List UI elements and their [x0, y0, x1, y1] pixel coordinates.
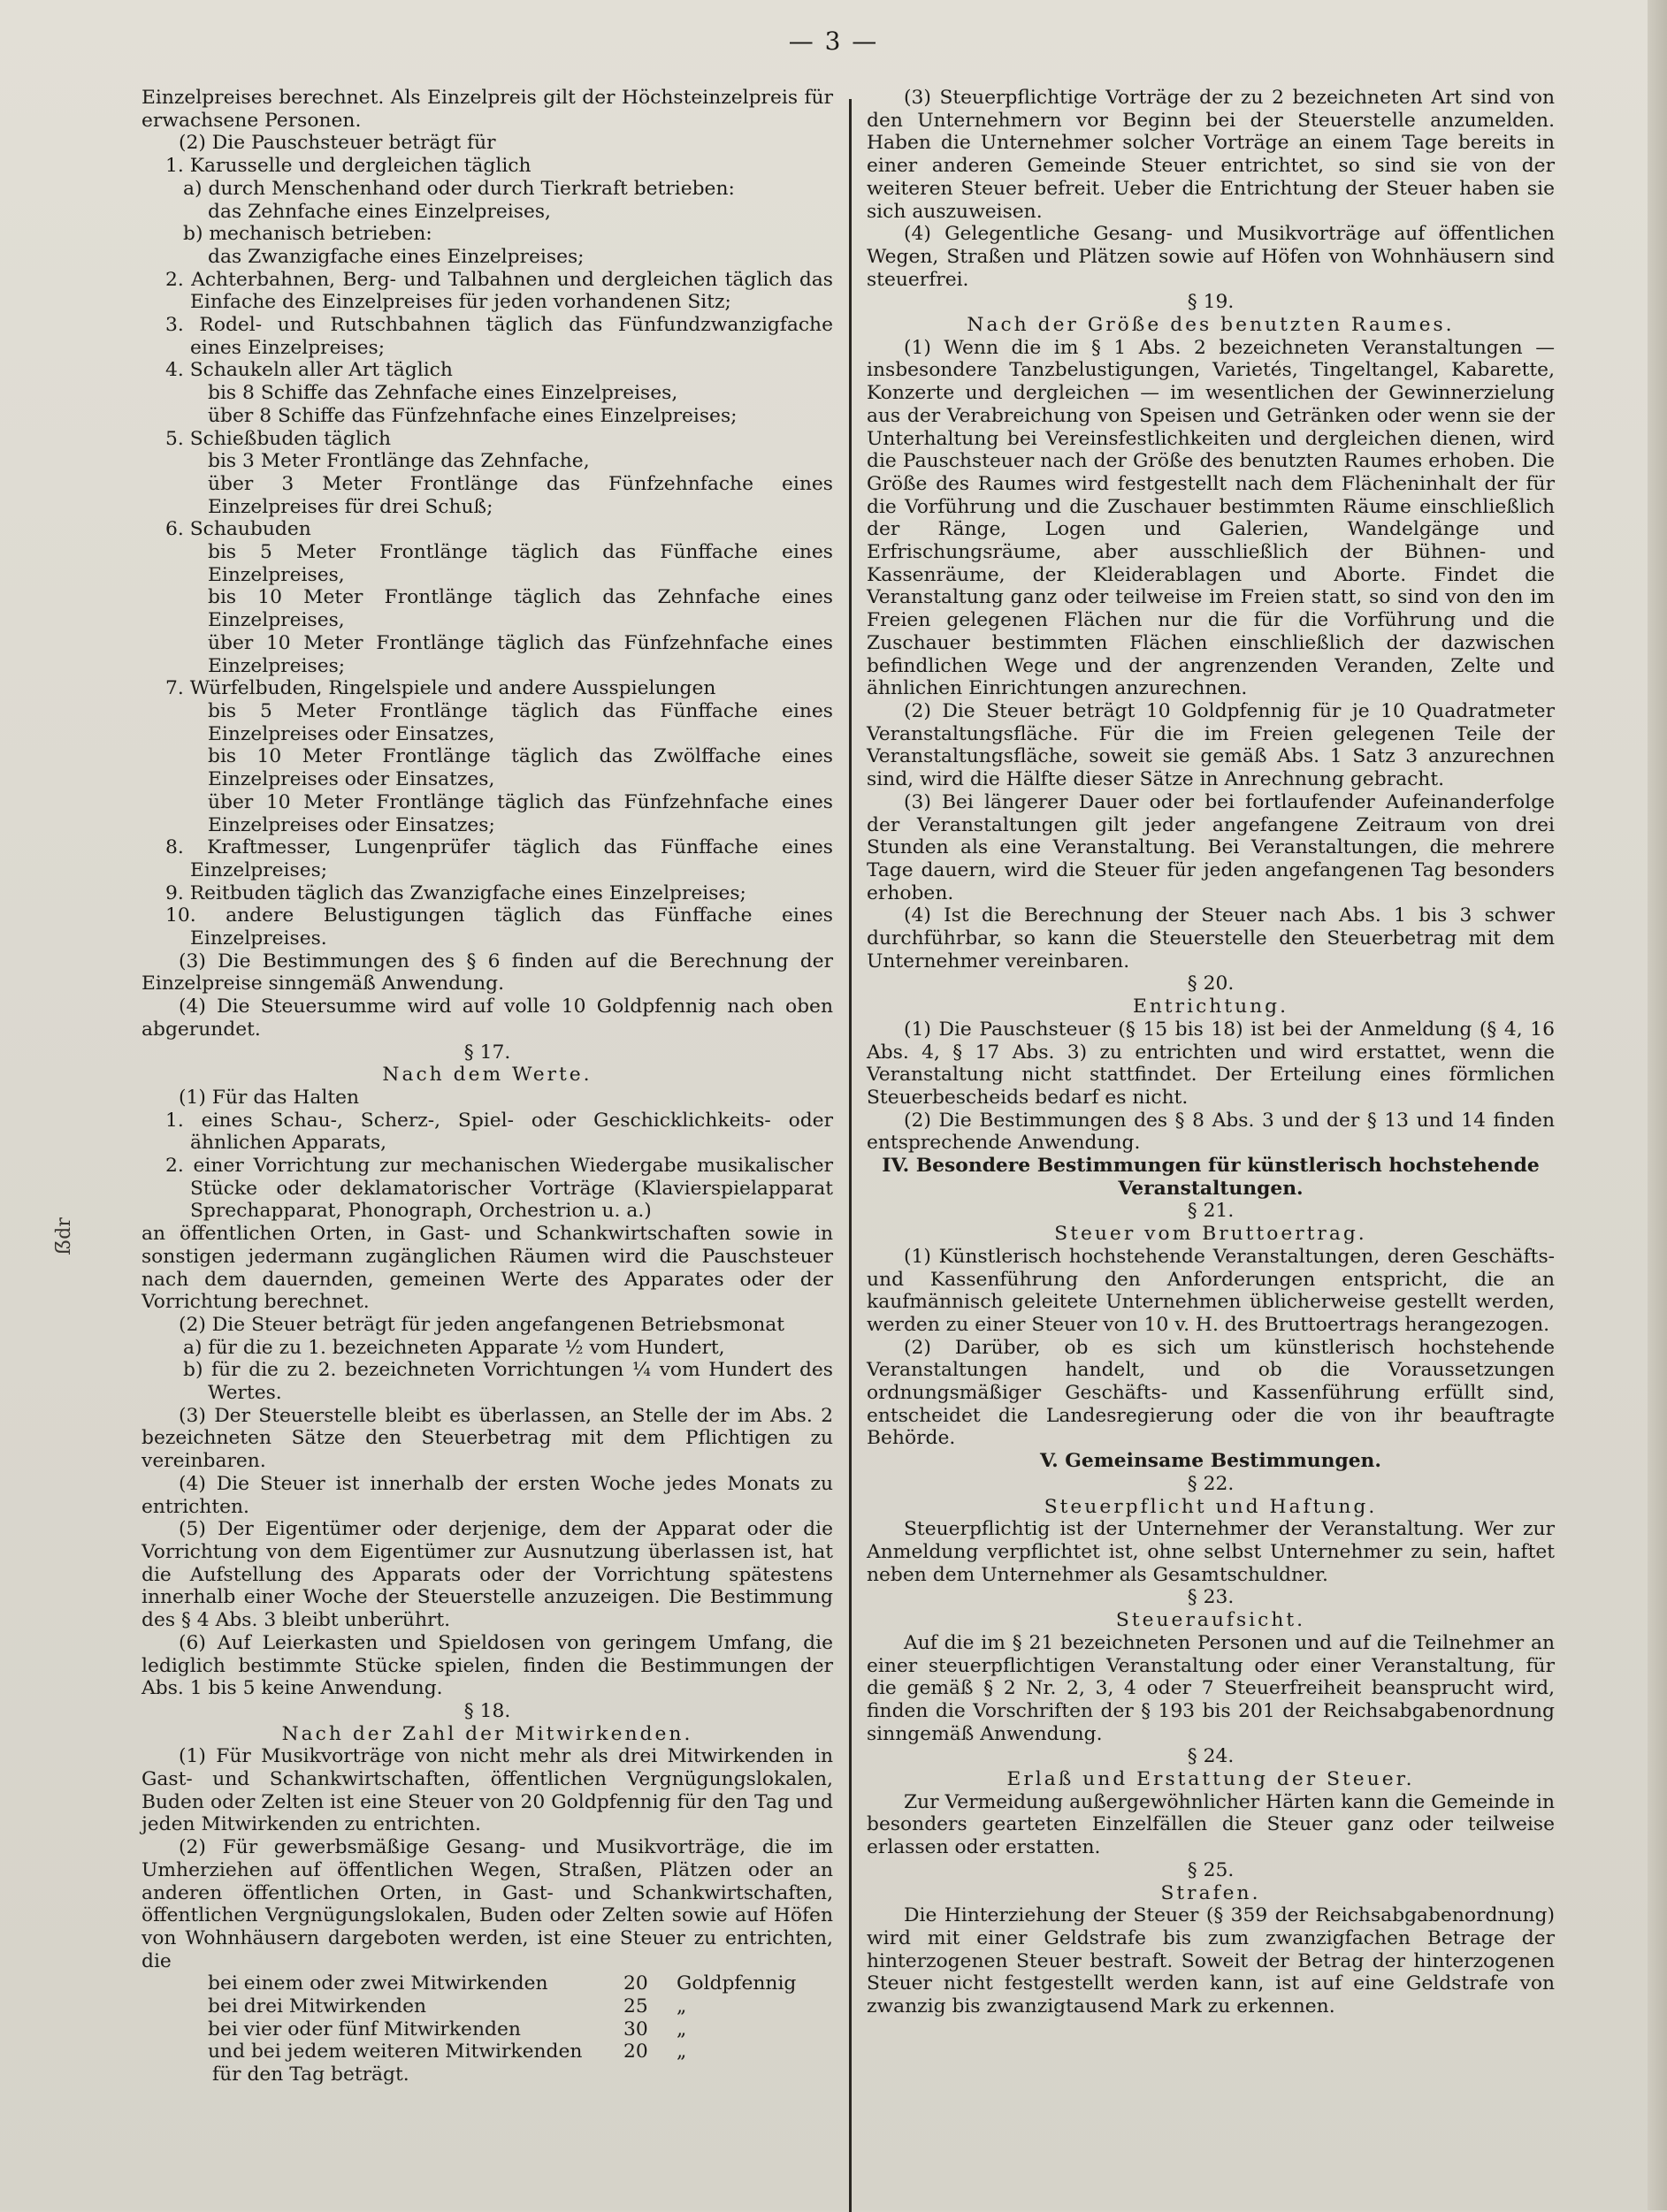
list-item: über 10 Meter Frontlänge täglich das Fünfzehnfache eines Einzelpreises;: [208, 631, 833, 677]
table-cell: 20: [623, 1972, 648, 1995]
section-number: § 19.: [1187, 291, 1235, 314]
list-item: 8. Kraftmesser, Lungenprüfer täglich das Fünffache eines Einzelpreises;: [165, 836, 833, 881]
section-number: § 24.: [1187, 1745, 1235, 1768]
section-number: § 22.: [1187, 1472, 1235, 1495]
column-divider: [849, 99, 852, 2212]
section-number: § 20.: [1187, 973, 1235, 995]
table-cell: 25: [623, 1995, 648, 2018]
list-item: bis 3 Meter Frontlänge das Zehnfache,: [208, 450, 590, 473]
paragraph: (2) Die Pauschsteuer beträgt für: [179, 132, 496, 155]
list-item: über 10 Meter Frontlänge täglich das Fünfzehnfache eines Einzelpreises oder Einsatzes;: [208, 790, 833, 836]
paragraph: Einzelpreises berechnet. Als Einzelpreis gilt der Höchsteinzelpreis für erwachsene Personen.: [141, 87, 833, 132]
list-item: b) mechanisch betrieben:: [183, 223, 432, 246]
section-title: Steuerpflicht und Haftung.: [1044, 1495, 1378, 1518]
section-number: § 18.: [463, 1699, 511, 1722]
paragraph: Die Hinterziehung der Steuer (§ 359 der Reichsabgabenordnung) wird mit einer Geldstrafe bis zum zwanzigfachen Betrage der hinterzogenen Steuer bestraft. Soweit der Betrag der hinterzogenen Steuer nicht festgestellt werden kann, ist auf eine Geldstrafe von zwanzig bis zwanzigtausend Mark zu erkennen.: [867, 1904, 1555, 2018]
paragraph: (2) Die Steuer beträgt 10 Goldpfennig für je 10 Quadratmeter Veranstaltungsfläche. Für die im Freien gelegenen Teile der Veranstaltungsfläche, soweit sie gemäß Abs. 1 Satz 3 anzurechnen sind, wird die Hälfte dieser Sätze in Anrechnung gebracht.: [867, 699, 1555, 791]
table-cell: „: [677, 2017, 687, 2040]
paragraph: (4) Gelegentliche Gesang- und Musikvorträge auf öffentlichen Wegen, Straßen und Plätzen sowie auf Höfen von Wohnhäusern sind steuerfrei.: [867, 223, 1555, 291]
paragraph: (3) Bei längerer Dauer oder bei fortlaufender Aufeinanderfolge der Veranstaltungen gilt jeder angefangene Zeitraum von drei Stunden als eine Veranstaltung. Bei Veranstaltungen, die mehrere Tage dauern, wird die Steuer für jeden angefangenen Tag besonders erhoben.: [867, 790, 1555, 904]
section-number: § 23.: [1187, 1586, 1235, 1609]
paragraph: (2) Darüber, ob es sich um künstlerisch hochstehende Veranstaltungen handelt, und ob die Voraussetzungen ordnungsmäßiger Geschäfts- und Kassenführung erfüllt sind, entscheidet die Landesregierung oder die von ihr beauftragte Behörde.: [867, 1336, 1555, 1450]
paragraph: (4) Die Steuersumme wird auf volle 10 Goldpfennig nach oben abgerundet.: [141, 995, 833, 1041]
chapter-heading: IV. Besondere Bestimmungen für künstlerisch hochstehende Veranstaltungen.: [882, 1155, 1540, 1200]
list-item: 4. Schaukeln aller Art täglich: [165, 359, 453, 382]
paragraph: (4) Ist die Berechnung der Steuer nach Abs. 1 bis 3 schwer durchführbar, so kann die Steuerstelle den Steuerbetrag mit dem Unternehmer vereinbaren.: [867, 904, 1555, 973]
paragraph: an öffentlichen Orten, in Gast- und Schankwirtschaften sowie in sonstigen jedermann zugänglichen Räumen wird die Pauschsteuer nach dem dauernden, gemeinen Werte des Apparates oder der Vorrichtung berechnet.: [141, 1223, 833, 1314]
list-item: 2. einer Vorrichtung zur mechanischen Wiedergabe musikalischer Stücke oder deklamatorischer Vorträge (Klavierspielapparat Sprechapparat, Phonograph, Orchestrion u. a.): [165, 1155, 833, 1223]
section-title: Entrichtung.: [1132, 995, 1289, 1018]
paragraph: (3) Steuerpflichtige Vorträge der zu 2 bezeichneten Art sind von den Unternehmern vor Beginn bei der Steuerstelle anzumelden. Haben die Unternehmer solcher Vorträge an einem Tage bereits in einer anderen Gemeinde Steuer entrichtet, so sind sie von der weiteren Steuer befreit. Ueber die Entrichtung der Steuer haben sie sich auszuweisen.: [867, 87, 1555, 223]
table-cell: Goldpfennig: [677, 1972, 797, 1995]
paragraph: (2) Die Steuer beträgt für jeden angefangenen Betriebsmonat: [179, 1313, 784, 1336]
paragraph: (4) Die Steuer ist innerhalb der ersten Woche jedes Monats zu entrichten.: [141, 1472, 833, 1518]
paragraph: (2) Die Bestimmungen des § 8 Abs. 3 und der § 13 und 14 finden entsprechende Anwendung.: [867, 1109, 1555, 1155]
list-item: 1. eines Schau-, Scherz-, Spiel- oder Geschicklichkeits- oder ähnlichen Apparats,: [165, 1109, 833, 1155]
list-item: 10. andere Belustigungen täglich das Fünffache eines Einzelpreises.: [165, 904, 833, 950]
chapter-heading: V. Gemeinsame Bestimmungen.: [1039, 1450, 1381, 1473]
margin-mark: ẞdr: [53, 1217, 75, 1255]
section-number: § 21.: [1187, 1200, 1235, 1223]
list-item: bis 5 Meter Frontlänge täglich das Fünffache eines Einzelpreises,: [208, 541, 833, 586]
list-item: b) für die zu 2. bezeichneten Vorrichtungen ¼ vom Hundert des Wertes.: [183, 1359, 833, 1405]
list-item: 6. Schaubuden: [165, 518, 311, 541]
list-item: über 3 Meter Frontlänge das Fünfzehnfache eines Einzelpreises für drei Schuß;: [208, 472, 833, 518]
list-item: über 8 Schiffe das Fünfzehnfache eines Einzelpreises;: [208, 404, 738, 427]
list-item: bis 10 Meter Frontlänge täglich das Zehnfache eines Einzelpreises,: [208, 586, 833, 632]
section-title: Nach der Größe des benutzten Raumes.: [967, 314, 1455, 337]
list-item: 9. Reitbuden täglich das Zwanzigfache eines Einzelpreises;: [165, 881, 746, 904]
section-number: § 25.: [1187, 1858, 1235, 1881]
paragraph: (2) Für gewerbsmäßige Gesang- und Musikvorträge, die im Umherziehen auf öffentlichen Wegen, Straßen, Plätzen oder an anderen öffentlichen Orten, in Gast- und Schankwirtschaften, öffentlichen Vergnügungslokalen, Buden oder Zelten sowie auf Höfen von Wohnhäusern dargeboten werden, ist eine Steuer zu entrichten, die: [141, 1836, 833, 1972]
page-edge: [1648, 0, 1667, 2210]
list-item: bis 8 Schiffe das Zehnfache eines Einzelpreises,: [208, 382, 678, 405]
paragraph: (1) Für Musikvorträge von nicht mehr als drei Mitwirkenden in Gast- und Schankwirtschaften, öffentlichen Vergnügungslokalen, Buden oder Zelten ist eine Steuer von 20 Goldpfennig für den Tag und jeden Mitwirkenden zu entrichten.: [141, 1745, 833, 1836]
paragraph: (3) Die Bestimmungen des § 6 finden auf die Berechnung der Einzelpreise sinngemäß Anwendung.: [141, 950, 833, 995]
table-cell: „: [677, 1995, 687, 2018]
list-item: bis 10 Meter Frontlänge täglich das Zwölffache eines Einzelpreises oder Einsatzes,: [208, 745, 833, 791]
list-item: bis 5 Meter Frontlänge täglich das Fünffache eines Einzelpreises oder Einsatzes,: [208, 699, 833, 745]
list-item: a) für die zu 1. bezeichneten Apparate ½ vom Hundert,: [183, 1336, 725, 1359]
section-title: Steueraufsicht.: [1115, 1609, 1306, 1632]
list-item: 7. Würfelbuden, Ringelspiele und andere Ausspielungen: [165, 677, 716, 700]
table-cell: 20: [623, 2040, 648, 2063]
section-title: Strafen.: [1160, 1881, 1261, 1904]
paragraph: (1) Die Pauschsteuer (§ 15 bis 18) ist bei der Anmeldung (§ 4, 16 Abs. 4, § 17 Abs. 3) zu entrichten und wird erstattet, wenn die Veranstaltung nicht stattfindet. Der Erteilung eines förmlichen Steuerbescheids bedarf es nicht.: [867, 1018, 1555, 1109]
section-title: Erlaß und Erstattung der Steuer.: [1006, 1768, 1415, 1791]
paragraph: (5) Der Eigentümer oder derjenige, dem der Apparat oder die Vorrichtung von dem Eigentümer zur Ausnutzung überlassen ist, hat die Aufstellung des Apparats oder der Vorrichtung spätestens innerhalb einer Woche der Steuerstelle anzuzeigen. Die Bestimmung des § 4 Abs. 3 bleibt unberührt.: [141, 1518, 833, 1632]
table-footer: für den Tag beträgt.: [212, 2063, 409, 2086]
paragraph: (3) Der Steuerstelle bleibt es überlassen, an Stelle der im Abs. 2 bezeichneten Sätze den Steuerbetrag mit dem Pflichtigen zu vereinbaren.: [141, 1404, 833, 1473]
list-item: 5. Schießbuden täglich: [165, 427, 392, 450]
list-item: a) durch Menschenhand oder durch Tierkraft betrieben:: [183, 177, 735, 200]
section-title: Steuer vom Bruttoertrag.: [1054, 1223, 1367, 1246]
table-cell: bei drei Mitwirkenden: [208, 1995, 427, 2018]
paragraph: (1) Künstlerisch hochstehende Veranstaltungen, deren Geschäfts- und Kassenführung den Anforderungen entspricht, die an kaufmännisch geleitete Unternehmen üblicherweise gestellt werden, werden zu einer Steuer von 10 v. H. des Bruttoertrags herangezogen.: [867, 1245, 1555, 1336]
table-cell: 30: [623, 2017, 648, 2040]
paragraph: Steuerpflichtig ist der Unternehmer der Veranstaltung. Wer zur Anmeldung verpflichtet ist, ohne selbst Unternehmer zu sein, haftet neben dem Unternehmer als Gesamtschuldner.: [867, 1518, 1555, 1586]
table-cell: „: [677, 2040, 687, 2063]
section-number: § 17.: [463, 1041, 511, 1064]
table-cell: bei vier oder fünf Mitwirkenden: [208, 2017, 521, 2040]
page-number: — 3 —: [788, 27, 879, 56]
section-title: Nach der Zahl der Mitwirkenden.: [281, 1722, 693, 1745]
table-cell: bei einem oder zwei Mitwirkenden: [208, 1972, 548, 1995]
list-item: 2. Achterbahnen, Berg- und Talbahnen und dergleichen täglich das Einfache des Einzelpreises für jeden vorhandenen Sitz;: [165, 268, 833, 314]
right-column: [867, 87, 1555, 2018]
paragraph: Zur Vermeidung außergewöhnlicher Härten kann die Gemeinde in besonders gearteten Einzelfällen die Steuer ganz oder teilweise erlassen oder erstatten.: [867, 1790, 1555, 1859]
paragraph: (1) Für das Halten: [179, 1086, 360, 1109]
list-item: 1. Karusselle und dergleichen täglich: [165, 155, 531, 178]
paragraph: (1) Wenn die im § 1 Abs. 2 bezeichneten Veranstaltungen — insbesondere Tanzbelustigungen, Varietés, Tingeltangel, Kabarette, Konzerte und dergleichen — im wesentlichen der Gewinnerzielung aus der Verabreichung von Speisen und Getränken oder wenn sie der Unterhaltung bei Vereinsfestlichkeiten und dergleichen dienen, wird die Pauschsteuer nach der Größe des benutzten Raumes erhoben. Die Größe des Raumes wird festgestellt nach dem Flächeninhalt der für die Vorführung und die Zuschauer bestimmten Räume einschließlich der Ränge, Logen und Galerien, Wandelgänge und Erfrischungsräume, aber ausschließlich der Bühnen- und Kassenräume, der Kleiderablagen und Aborte. Findet die Veranstaltung ganz oder teilweise im Freien statt, so sind von den im Freien gelegenen Flächen nur die für die Vorführung und die Zuschauer bestimmten Flächen einschließlich der dazwischen befindlichen Wege und der angrenzenden Veranden, Zelte und ähnlichen Einrichtungen anzurechnen.: [867, 336, 1555, 700]
rate-table: [141, 1972, 833, 2063]
paragraph: Auf die im § 21 bezeichneten Personen und auf die Teilnehmer an einer steuerpflichtigen Veranstaltung oder einer Veranstaltung, für die gemäß § 2 Nr. 2, 3, 4 oder 7 Steuerfreiheit beansprucht wird, finden die Vorschriften der § 193 bis 201 der Reichsabgabenordnung sinngemäß Anwendung.: [867, 1631, 1555, 1745]
left-column: [141, 87, 833, 2086]
section-title: Nach dem Werte.: [382, 1064, 593, 1087]
list-item: 3. Rodel- und Rutschbahnen täglich das Fünfundzwanzigfache eines Einzelpreises;: [165, 314, 833, 359]
list-item: das Zehnfache eines Einzelpreises,: [208, 200, 551, 223]
table-cell: und bei jedem weiteren Mitwirkenden: [208, 2040, 583, 2063]
paragraph: (6) Auf Leierkasten und Spieldosen von geringem Umfang, die lediglich bestimmte Stücke spielen, finden die Bestimmungen der Abs. 1 bis 5 keine Anwendung.: [141, 1631, 833, 1700]
list-item: das Zwanzigfache eines Einzelpreises;: [208, 245, 585, 268]
